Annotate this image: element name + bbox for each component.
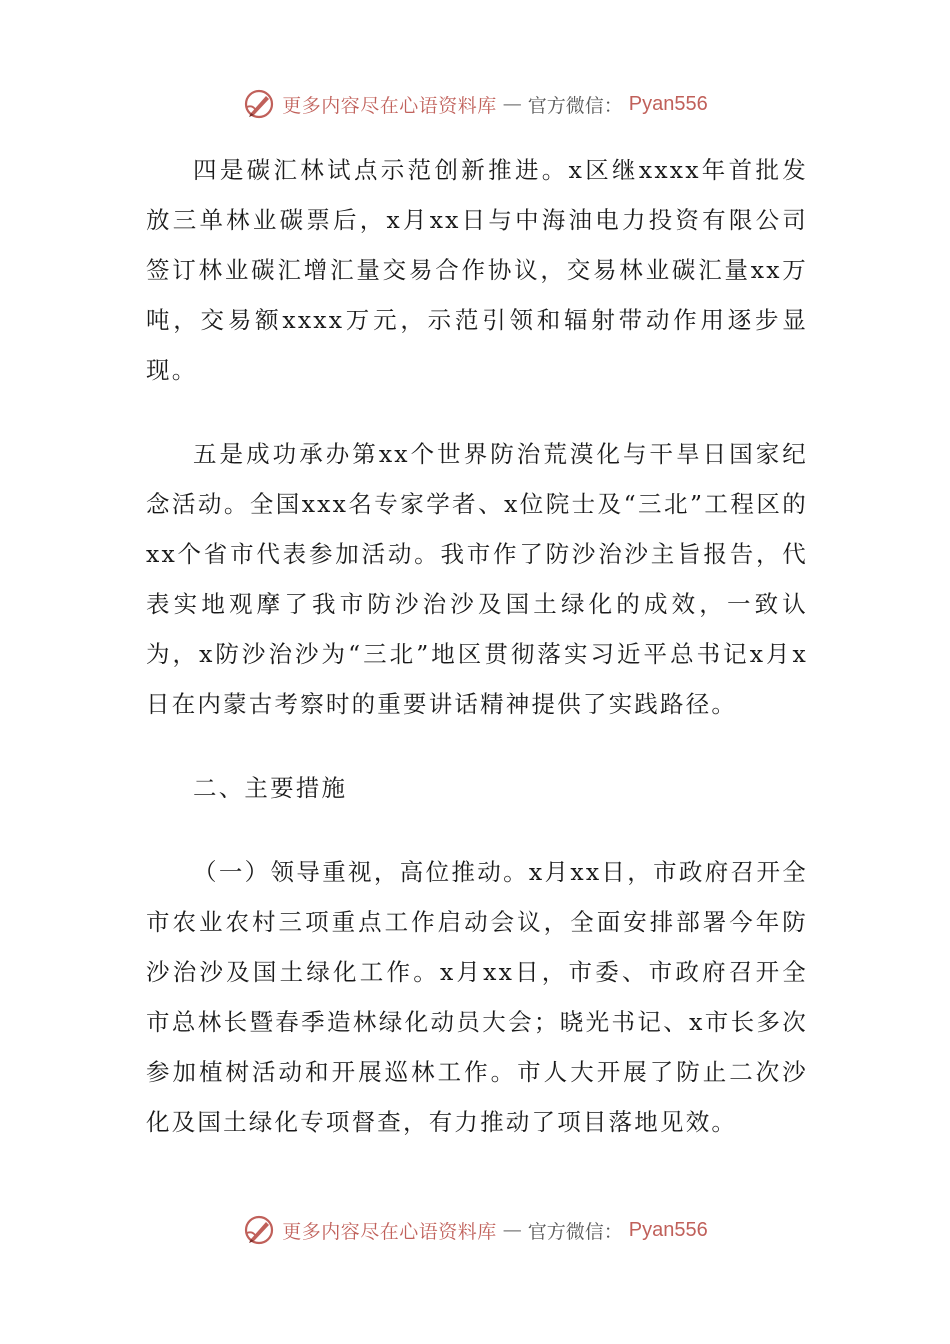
footer-watermark [0,1210,950,1250]
paragraph-desertification-day: 五是成功承办第xx个世界防治荒漠化与干旱日国家纪念活动。全国xxx名专家学者、x位院士及“三北”工程区的xx个省市代表参加活动。我市作了防沙治沙主旨报告，代表实地观摩了我市防沙治沙及国土绿化的成效，一致认为，x防沙治沙为“三北”地区贯彻落实习近平总书记x月x日在内蒙古考察时的重要讲话精神提供了实践路径。 [146,440,808,718]
footer-watermark-inner [242,1213,708,1247]
header-watermark-inner [242,87,708,121]
wechat-id: Pyan556 [628,92,708,115]
watermark-separator: — [502,1219,522,1241]
document-body [146,145,808,1181]
watermark-text: 更多内容尽在心语资料库 [282,94,497,117]
pen-logo-icon [242,87,276,121]
paragraph-carbon-sink: 四是碳汇林试点示范创新推进。x区继xxxx年首批发放三单林业碳票后，x月xx日与中海油电力投资有限公司签订林业碳汇增汇量交易合作协议，交易林业碳汇量xx万吨，交易额xxxx万元，示范引领和辐射带动作用逐步显现。 [146,156,808,384]
wechat-id: Pyan556 [628,1218,708,1241]
wechat-label: 官方微信： [527,94,623,117]
paragraph-leadership: （一）领导重视，高位推动。x月xx日，市政府召开全市农业农村三项重点工作启动会议，全面安排部署今年防沙治沙及国土绿化工作。x月xx日，市委、市政府召开全市总林长暨春季造林绿化动员大会；晓光书记、x市长多次参加植树活动和开展巡林工作。市人大开展了防止二次沙化及国土绿化专项督查，有力推动了项目落地见效。 [146,858,808,1136]
watermark-separator: — [502,93,522,115]
pen-logo-icon [242,1213,276,1247]
wechat-label: 官方微信： [527,1220,623,1243]
watermark-text: 更多内容尽在心语资料库 [282,1220,497,1243]
header-watermark [0,84,950,124]
section-heading-main-measures: 二、主要措施 [193,774,348,802]
